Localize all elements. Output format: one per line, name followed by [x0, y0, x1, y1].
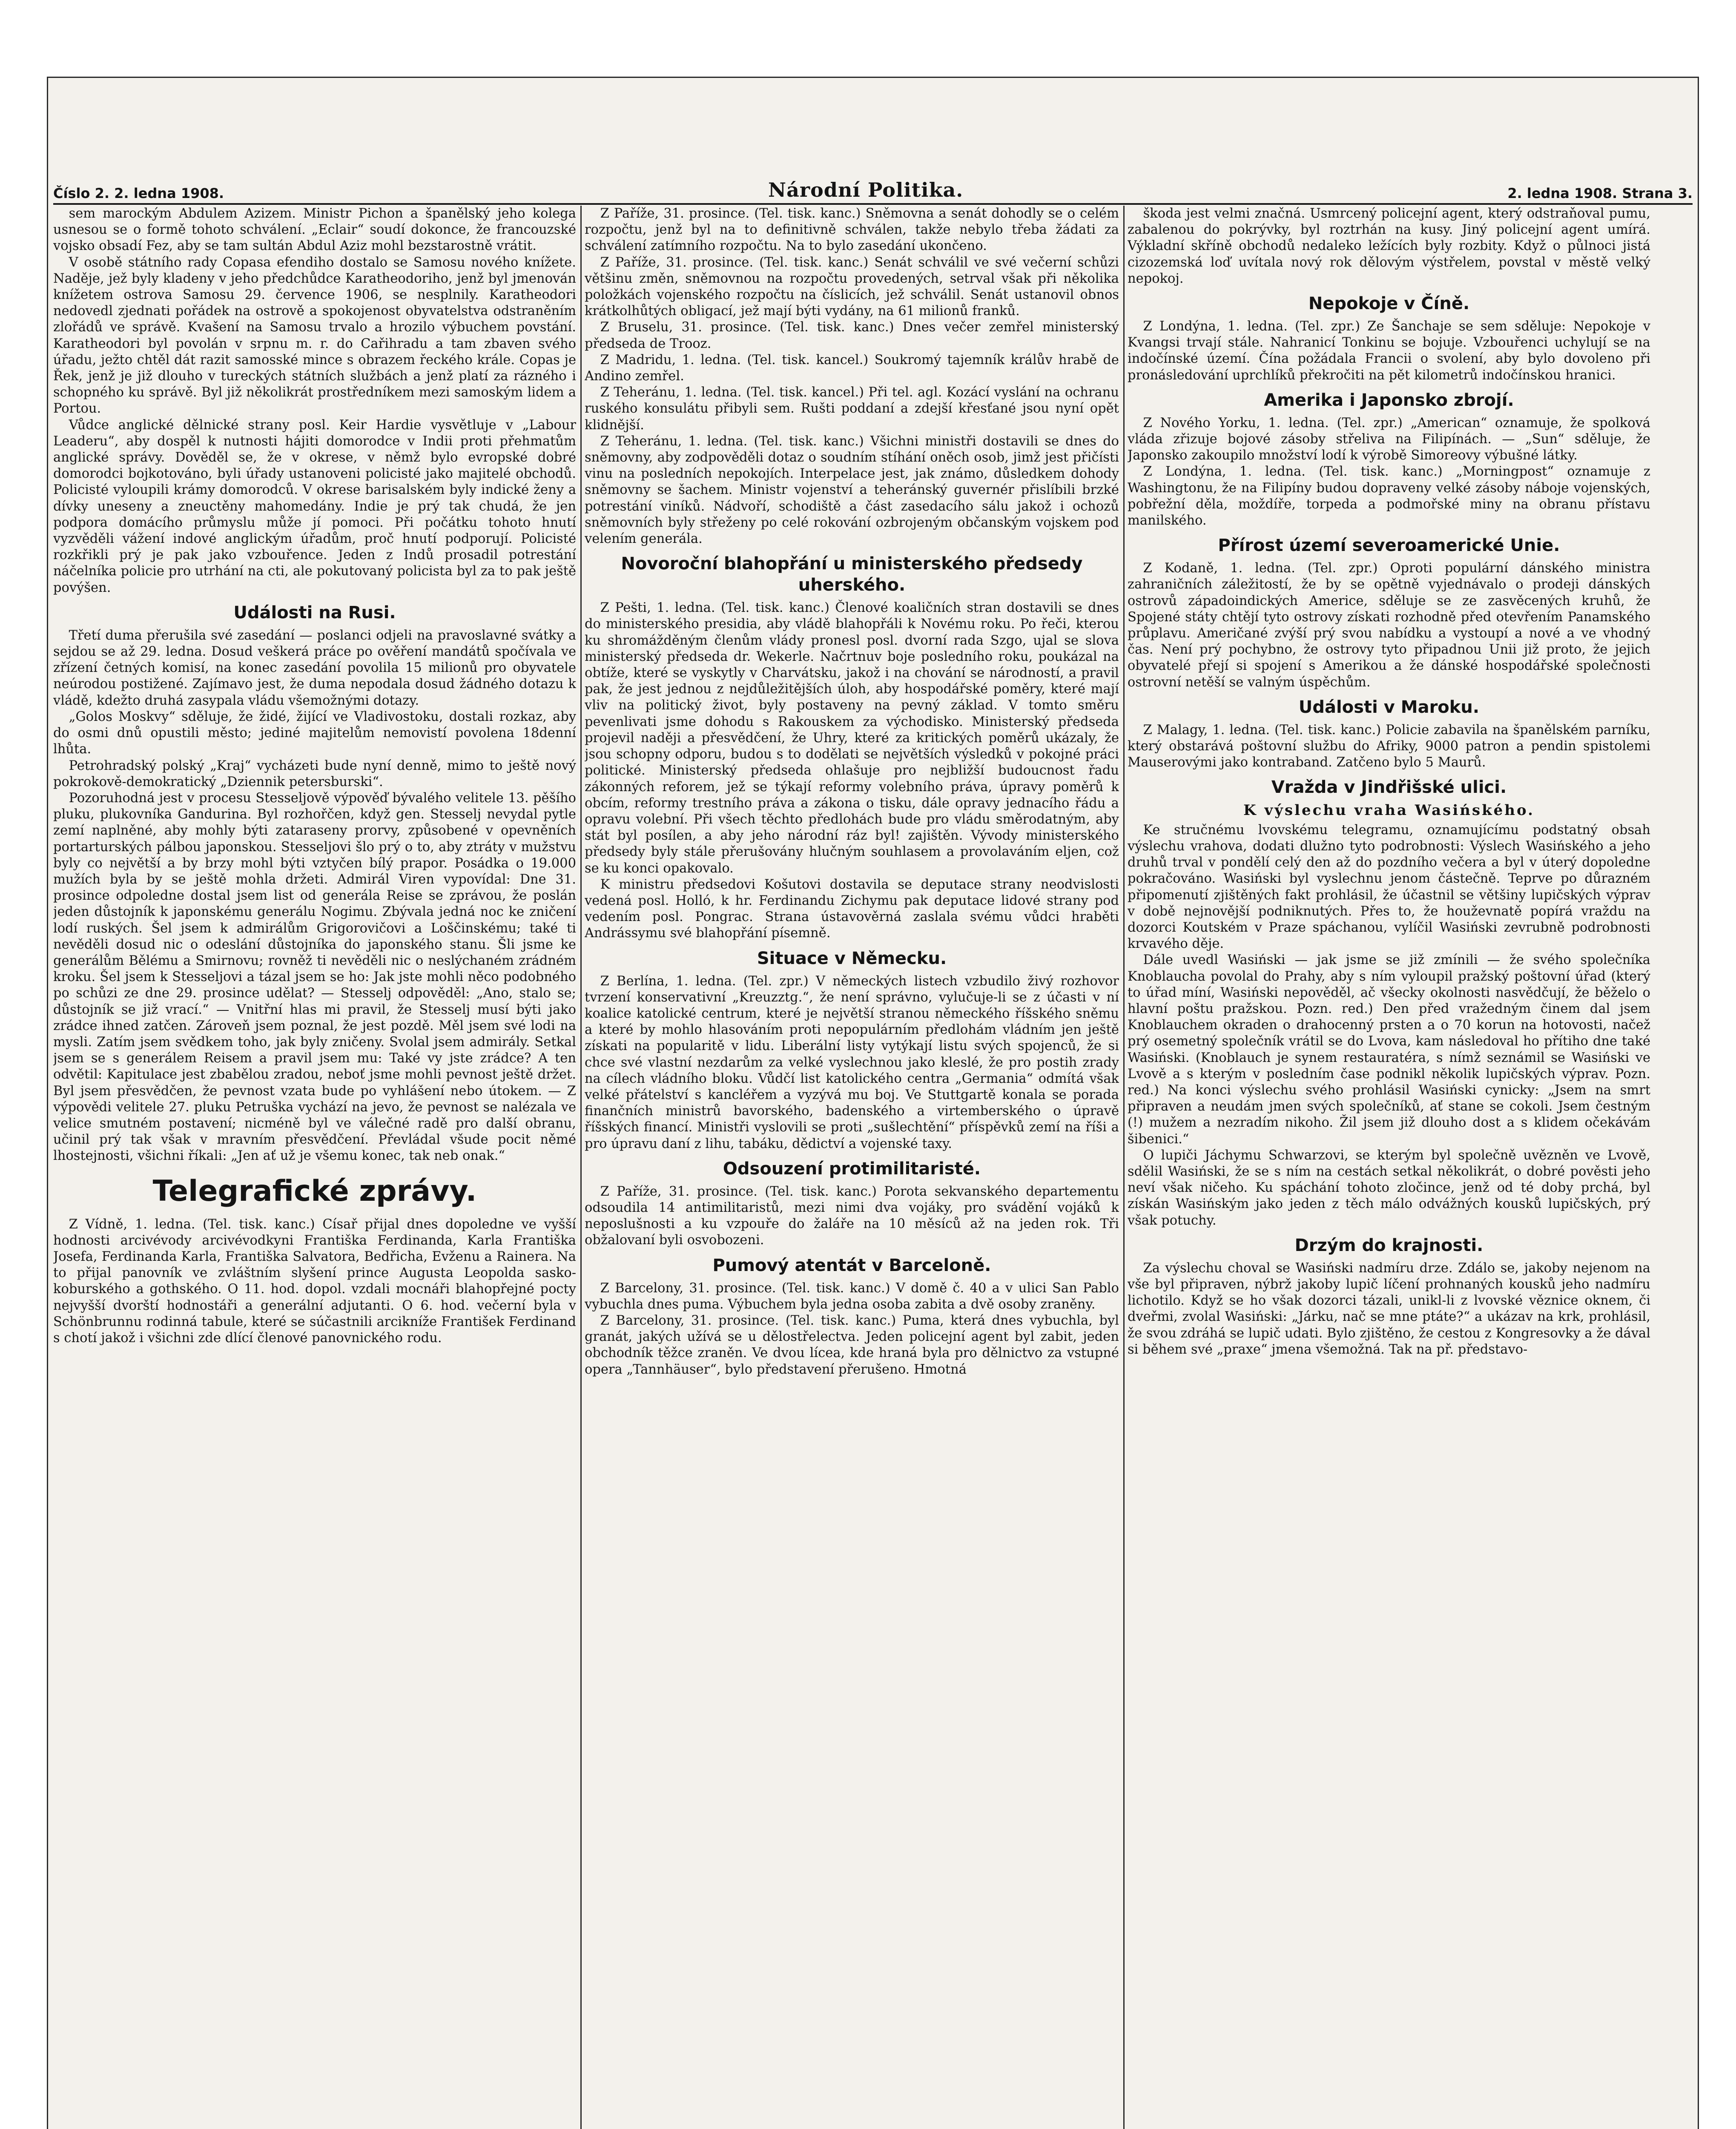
column-1 — [53, 206, 576, 2129]
paragraph: V osobě státního rady Copasa efendiho dostalo se Samosu nového knížete. Naděje, jež byly kladeny v jeho předchůdce Karatheodoriho, jenž byl jmenován knížetem ostrova Samosu 29. července 1906, se nesplnily. Karatheodori nedovedl zjednati pořádek na ostrově a spokojenost obyvatelstva odstraněním zlořádů ve správě. Kvašení na Samosu trvalo a hrozilo výbuchem povstání. Karatheodori byl povolán v srpnu m. r. do Cařihradu a tam zbaven svého úřadu, ježto chtěl dát razit samosské mince s obrazem řeckého krále. Copas je Řek, jenž je již dlouho v tureckých státních službách a jenž platí za rázného i schopného ku správě. Byl již několikrát prostředníkem mezi samoským lidem a Portou. — [53, 255, 576, 416]
subheading: K výslechu vraha Wasińského. — [1243, 802, 1535, 819]
paragraph: Z Teheránu, 1. ledna. (Tel. tisk. kanc.) Všichni ministři dostavili se dnes do sněmovny, aby zodpověděli dotaz o soudním stíhání oněch osob, jimž jest přičísti vinu na posledních nepokojích. Interpelace jest, jak známo, důsledkem dohody sněmovny se šachem. Ministr vojenství a teheránský guvernér přislíbili brzké potrestání viníků. Nádvoří, schodiště a část zasedacího sálu jakož i ochozů sněmovních byly střeženy po celé rokování ozbrojeným občanským vojskem pod velením generála. — [585, 433, 1119, 547]
section-heading: Přírost území severoamerické Unie. — [1218, 536, 1560, 556]
paragraph: „Golos Moskvy“ sděluje, že židé, žijící ve Vladivostoku, dostali rozkaz, aby do osmi dnů opustili město; jediné majitelům nemovistí povolena 18denní lhůta. — [53, 709, 576, 757]
paragraph: K ministru předsedovi Košutovi dostavila se deputace strany neodvislosti vedená posl. Holló, k hr. Ferdinandu Zichymu pak deputace lidové strany pod vedením posl. Pongrac. Strana ústavověrná zaslala svému vůdci hraběti Andrássymu své blahopřání písemně. — [585, 877, 1119, 941]
paragraph: Z Barcelony, 31. prosince. (Tel. tisk. kanc.) Puma, která dnes vybuchla, byl granát, jakých užívá se u dělostřelectva. Jeden policejní agent byl zabit, jeden obchodník těžce zraněn. Ve dvou lícea, kde hraná byla pro dělnictvo za vstupné opera „Tannhäuser“, bylo představení přerušeno. Hmotná — [585, 1313, 1119, 1377]
paragraph: Z Berlína, 1. ledna. (Tel. zpr.) V německých listech vzbudilo živý rozhovor tvrzení konservativní „Kreuzztg.“, že není správno, vylučuje-li se z účasti v ní koalice katolické centrum, které je největší stranou německého říšského sněmu a které by mohlo hlasováním proti nepopulárním předlohám vládním jen ještě získati na popularitě v lidu. Liberální listy vytýkají listu svých spojenců, že si chce své vlastní nezdarům za velké vyslechnou jako kleslé, že pro postih zrady na cílech vládního bloku. Vůdčí list katolického centra „Germania“ odmítá však velké přátelství s kancléřem a vyzývá mu boj. Ve Stuttgartě konala se porada finančních ministrů bavorského, badenského a virtemberského o úpravě říšských financí. Ministři vyslovili se proti „sušlechtění“ příspěvků zemí na říši a pro úpravu daní z lihu, tabáku, dědictví a vojenské taxy. — [585, 973, 1119, 1151]
section-heading: Amerika i Japonsko zbrojí. — [1264, 390, 1514, 410]
section-heading: Drzým do krajnosti. — [1294, 1235, 1483, 1255]
section-heading: Nepokoje v Číně. — [1308, 294, 1470, 314]
paragraph: škoda jest velmi značná. Usmrcený policejní agent, který odstraňoval pumu, zabalenou do pokrývky, byl roztrhán na kusy. Jiný policejní agent umírá. Výkladní skříně obchodů nedaleko ležících byly rozbity. Když o půlnoci jistá cizozemská loď uvítala nový rok dělovým výstřelem, povstal v městě velký nepokoj. — [1128, 206, 1650, 286]
paragraph: Z Bruselu, 31. prosince. (Tel. tisk. kanc.) Dnes večer zemřel ministerský předseda de Trooz. — [585, 320, 1119, 351]
paragraph: Z Paříže, 31. prosince. (Tel. tisk. kanc.) Senát schválil ve své večerní schůzi většinu změn, sněmovnou na rozpočtu provedených, setrval však při několika položkách vojenského rozpočtu na číslicích, jež schválil. Senát ustanovil obnos krátkolhůtých obligací, jež mají býti vydány, na 61 milionů franků. — [585, 255, 1119, 319]
section-heading: Události na Rusi. — [233, 603, 396, 623]
paragraph: Z Nového Yorku, 1. ledna. (Tel. zpr.) „American“ oznamuje, že spolková vláda zřizuje bojové zásoby střeliva na Filipínách. — „Sun“ sděluje, že Japonsko zakoupilo množství lodí k výrobě Simoreovy výbušné látky. — [1128, 415, 1650, 463]
paragraph: Petrohradský polský „Kraj“ vycházeti bude nyní denně, mimo to ještě nový pokrokově-demokratický „Dziennik petersburski“. — [53, 758, 576, 789]
paragraph: Vůdce anglické dělnické strany posl. Keir Hardie vysvětluje v „Labour Leaderu“, aby dospěl k nutnosti hájiti domorodce v Indii proti přehmatům anglické správy. Dověděl se, že v okrese, v němž bylo evropské dobré domorodci bojkotováno, byli úřady ustanoveni policisté jako majitelé obchodů. Policisté vyloupili krámy domorodců. V okrese barisalském byly indické ženy a dívky uneseny a zneuctěny mahomedány. Indie je prý tak chudá, že jen podpora domácího průmyslu může jí pomoci. Při počátku tohoto hnutí vyzvěděli vážení indové anglickým úřadům, proč hnutí podporují. Policisté rozkřikli prý je pak jako vzbouřence. Jeden z Indů prosadil potrestání náčelníka policie pro utrhání na cti, ale pokutovaný policista byl za to pak ještě povýšen. — [53, 417, 576, 595]
paragraph: Z Pešti, 1. ledna. (Tel. tisk. kanc.) Členové koaličních stran dostavili se dnes do ministerského presidia, aby vládě blahopřáli k Novému roku. Po řeči, kterou ku shromážděným členům vlády pronesl posl. dvorní rada Szgo, ujal se slova ministerský předseda dr. Wekerle. Načrtnuv boje posledního roku, poukázal na obtíže, které se vyskytly v Charvátsku, jakož i na chování se národností, a pravil pak, že jest jednou z nejdůležitějších úloh, aby hospodářské poměry, které mají vliv na politický život, byly postaveny na pevný základ. V tomto směru pevenlivati jsme dohodu s Rakouskem za východisko. Ministerský předseda projevil naději a přesvědčení, že Uhry, které za kritických poměrů ukázaly, že jsou schopny odporu, budou s to dodělati se největších výsledků v pokojné práci politické. Ministerský předseda ohlašuje pro nejbližší budoucnost řadu zákonných reforem, jež se týkají reformy volebního práva, úpravy poměrů k obcím, reformy trestního práva a zákona o tisku, dále opravy jednacího řádu a opravu volební. Při všech těchto předlohách bude pro vládu směrodatným, aby stát byl posílen, a aby jeho národní ráz byl! zajištěn. Vývody ministerského předsedy byly stále přerušovány hlučným souhlasem a provolaváním eljen, což se ku konci opakovalo. — [585, 600, 1119, 876]
paragraph: Z Paříže, 31. prosince. (Tel. tisk. kanc.) Sněmovna a senát dohodly se o celém rozpočtu, jenž byl na to definitivně schválen, takže nebylo třeba žádati za schválení zatímního rozpočtu. Na to bylo zasedání ukončeno. — [585, 206, 1119, 254]
paragraph: Z Madridu, 1. ledna. (Tel. tisk. kancel.) Soukromý tajemník králův hrabě de Andino zemřel. — [585, 352, 1119, 384]
paragraph: Za výslechu choval se Wasiński nadmíru drze. Zdálo se, jakoby nejenom na vše byl připraven, nýbrž jakoby lupič líčení prohnaných kousků jeho nadmíru lichotilo. Když se ho však dozorci tázali, unikl-li z lvovské věznice oknem, či dveřmi, zvolal Wasiński: „Járku, nač se mne ptáte?“ a ukázav na krk, prohlásil, že svou zdráhá se lupič udati. Bylo zjištěno, že cestou z Kongresovky a že dával si během své „praxe“ jmena všemožná. Tak na př. představo- — [1128, 1260, 1650, 1357]
paragraph: Z Vídně, 1. ledna. (Tel. tisk. kanc.) Císař přijal dnes dopoledne ve vyšší hodnosti arcivévody arcivévodkyni Františka Ferdinanda, Karla Františka Josefa, Ferdinanda Karla, Františka Salvatora, Bedřicha, Evženu a Rainera. Na to přijal panovník ve zvláštním slyšení prince Augusta Leopolda sasko-koburského a gothského. O 11. hod. dopol. vzdali mocnáři blahopřejné pocty nejvyšší dvorští hodnostáři a generální adjutanti. O 6. hod. večerní byla v Schönbrunnu rodinná tabule, které se súčastnili arcikníže František Ferdinand s chotí jakož i všichni zde dlící členové panovnického rodu. — [53, 1217, 576, 1346]
column-divider — [1123, 206, 1125, 2129]
column-3 — [1128, 206, 1650, 2129]
paragraph: Z Londýna, 1. ledna. (Tel. tisk. kanc.) „Morningpost“ oznamuje z Washingtonu, že na Filipíny budou dopraveny velké zásoby náboje vojenských, pobřežní děla, moždíře, torpeda a podmořské miny na obranu přístavu manilského. — [1128, 464, 1650, 528]
column-divider — [580, 206, 582, 2129]
section-heading: Pumový atentát v Barceloně. — [712, 1255, 991, 1275]
paragraph: Z Kodaně, 1. ledna. (Tel. zpr.) Oproti populární dánského ministra zahraničních záležitostí, že by se opětně vyjednávalo o prodeji dánských ostrovů západoindických Americe, sděluje se ze zasvěcených kruhů, že Spojené státy chtějí tyto ostrovy získati rozhodně před otevřením Panamského průplavu. Američané zvýší prý svou nabídku a vystoupí a nové a ve vhodný čas. Není prý pochybno, že ostrovy tyto připadnou Unii již proto, že jejich obyvatelé přejí si spojení s Amerikou a že dánské hospodářské společnosti ostrovní netěší se valným úspěchům. — [1128, 561, 1650, 690]
paragraph: Z Teheránu, 1. ledna. (Tel. tisk. kancel.) Při tel. agl. Kozácí vyslání na ochranu ruského konsulátu přibyli sem. Rušti poddaní a zdejší křesťané jsou nyní opět klidnější. — [585, 385, 1119, 433]
section-heading: Vražda v Jindřišské ulici. — [1271, 778, 1507, 798]
paragraph: O lupiči Jáchymu Schwarzovi, se kterým byl společně uvězněn ve Lvově, sdělil Wasiński, že se s ním na cestách setkal několikrát, o dobré pověsti jeho neví však ničeho. Ku spáchání tohoto zločince, jenž od té doby prchá, byl získán Wasińským jako jeden z těch málo odvážných kousků lupičských, prý však potuchy. — [1128, 1148, 1650, 1228]
newspaper-page — [47, 77, 1699, 2129]
paragraph: Ke stručnému lvovskému telegramu, oznamujícímu podstatný obsah výslechu vrahova, dodati dlužno tyto podrobnosti: Výslech Wasińského a jeho druhů trval v pondělí celý den až do pozdního večera a byl v úterý dopoledne pokračováno. Wasiński byl vyslechnu jenom částečně. Teprve po důrazném připomenutí zjištěných fakt prohlásil, že účastnil se většiny lupičských výprav v době nejnovější podniknutých. Přes to, že houževnatě popírá vraždu na dozorci Koutském v Praze spáchanou, vylíčil Wasiński zevrubně podrobnosti krvavého děje. — [1128, 822, 1650, 952]
paragraph: Pozoruhodná jest v procesu Stesseljově výpověď bývalého velitele 13. pěšího pluku, plukovníka Gandurina. Byl rozhořčen, když gen. Stesselj nevydal pytle zemí naplněné, aby mohly býti zataraseny prorvy, způsobené v opevněních portarturských pálbou japonskou. Stesseljovi šlo prý o to, aby ztráty v mužstvu byly co největší a by brzy mohl býti vztyčen bílý prapor. Posádka o 19.000 mužích byla by se ještě mohla držeti. Admirál Viren vypovídal: Dne 31. prosince odpoledne dostal jsem list od generála Reise se zprávou, že poslán jeden důstojník k japonskému generálu Nogimu. Zbývala jedná noc ke zničení lodí ruských. Šel jsem k admirálům Grigorovičovi a Loščinskému; také ti nevěděli dosud nic o odeslání důstojníka do japonského stanu. Šli jsme ke generálům Bělému a Smirnovu; rovněž ti nevěděli nic o neslýchaném zrádném kroku. Šel jsem k Stesseljovi a tázal jsem se ho: Jak jste mohli něco podobného po schůzi ze dne 29. prosince udělat? — Stesselj odpověděl: „Ano, stalo se; důstojník se již vrací.“ — Vnitřní hlas mi pravil, že Stesselj musí býti jako zrádce ihned zatčen. Zároveň jsem poznal, že jest pozdě. Měl jsem své lodi na mysli. Zatím jsem svědkem toho, jak byly zničeny. Svolal jsem admirály. Setkal jsem se s generálem Reisem a pravil jsem mu: Také vy jste zrádce? A ten odvětil: Kapitulace jest zbabělou zradou, neboť jsme mohli pevnost ještě držet. Byl jsem přesvědčen, že pevnost vzata bude po vyhlášení nebo útokem. — Z výpovědi velitele 27. pluku Petruška vychází na jevo, že pevnost se nalézala ve velice smutném postavení; nicméně byl ve válečné radě pro další obranu, učinil prý tak však v mravním přesvědčení. Převládal všude pocit němé lhostejnosti, všichni říkali: „Jen ať už je všemu konec, tak neb onak.“ — [53, 790, 576, 1164]
paragraph: Z Barcelony, 31. prosince. (Tel. tisk. kanc.) V domě č. 40 a v ulici San Pablo vybuchla dnes puma. Výbuchem byla jedna osoba zabita a dvě osoby zraněny. — [585, 1280, 1119, 1312]
section-heading: Telegrafické zprávy. — [152, 1174, 477, 1208]
date-page: 2. ledna 1908. Strana 3. — [1507, 185, 1693, 201]
newspaper-title: Národní Politika. — [768, 178, 964, 201]
paragraph: Dále uvedl Wasiński — jak jsme se již zmínili — že svého společníka Knoblaucha povolal do Prahy, aby s ním vyloupil pražský poštovní úřad (který to úřad míní, Wasiński nepověděl, ač všecky okolnosti nasvědčují, že běželo o hlavní poštu pražskou. Pozn. red.) Den před vražedným činem dal jsem Knoblauchem okraden o drahocenný prsten a o 70 korun na hotovosti, načež prý osemetný společník vrátil se do Lvova, kam následoval ho přítiho dne také Wasiński. (Knoblauch je synem restauratéra, s nímž seznámil se Wasiński ve Lvově a s kterým v posledním čase podnikl několik lupičských výprav. Pozn. red.) Na konci výslechu svého prohlásil Wasiński cynicky: „Jsem na smrt připraven a neudám jmen svých společníků, ať stane se cokoli. Jsem čestným (!) mužem a nezradím nikoho. Žil jsem již dlouho dost a s klidem očekávám šibenici.“ — [1128, 953, 1650, 1147]
paragraph: Třetí duma přerušila své zasedání — poslanci odjeli na pravoslavné svátky a sejdou se až 29. ledna. Dosud veškerá práce po ověření mandátů spočívala ve zřízení četných komisí, na konec zasedání povolila 15 milionů pro obyvatele neúrodou postižené. Zajímavo jest, že duma nepodala dosud žádného dotazu k vládě, kdežto druhá zasypala vládu všemožnými dotazy. — [53, 628, 576, 708]
section-heading: Situace v Německu. — [757, 948, 947, 968]
column-2 — [585, 206, 1119, 2129]
issue-number: Číslo 2. 2. ledna 1908. — [53, 185, 224, 201]
section-heading: Odsouzení protimilitaristé. — [723, 1159, 981, 1179]
section-heading: Události v Maroku. — [1298, 697, 1480, 717]
paragraph: Z Malagy, 1. ledna. (Tel. tisk. kanc.) Policie zabavila na španělském parníku, který obstarává poštovní službu do Afriky, 9000 patron a pendin spistolemi Mauserovými jako kontraband. Zatčeno bylo 5 Maurů. — [1128, 722, 1650, 770]
section-heading: Novoroční blahopřání u ministerského předsedy uherského. — [621, 554, 1083, 595]
paragraph: sem marockým Abdulem Azizem. Ministr Pichon a španělský jeho kolega usnesou se o formě tohoto schválení. „Eclair“ soudí dokonce, že francouzské vojsko obsadí Fez, aby se tam sultán Abdul Aziz mohl bezstarostně vrátit. — [53, 206, 576, 254]
paragraph: Z Paříže, 31. prosince. (Tel. tisk. kanc.) Porota sekvanského departementu odsoudila 14 antimilitaristů, mezi nimi dva vojáky, pro svádění vojáků k neposlušnosti a ku vzpouře do žaláře na 10 měsíců až na jeden rok. Tři obžalovaní byli osvobozeni. — [585, 1184, 1119, 1248]
page-header — [53, 168, 1693, 205]
paragraph: Z Londýna, 1. ledna. (Tel. zpr.) Ze Šanchaje se sem sděluje: Nepokoje v Kvangsi trvají stále. Nahranicí Tonkinu se bojuje. Vzbouřenci uchylují se na indočínské území. Čína požádala Francii o svolení, aby bylo dovoleno při pronásledování uprchlíků překročiti na pět kilometrů indočínskou hranici. — [1128, 319, 1650, 383]
